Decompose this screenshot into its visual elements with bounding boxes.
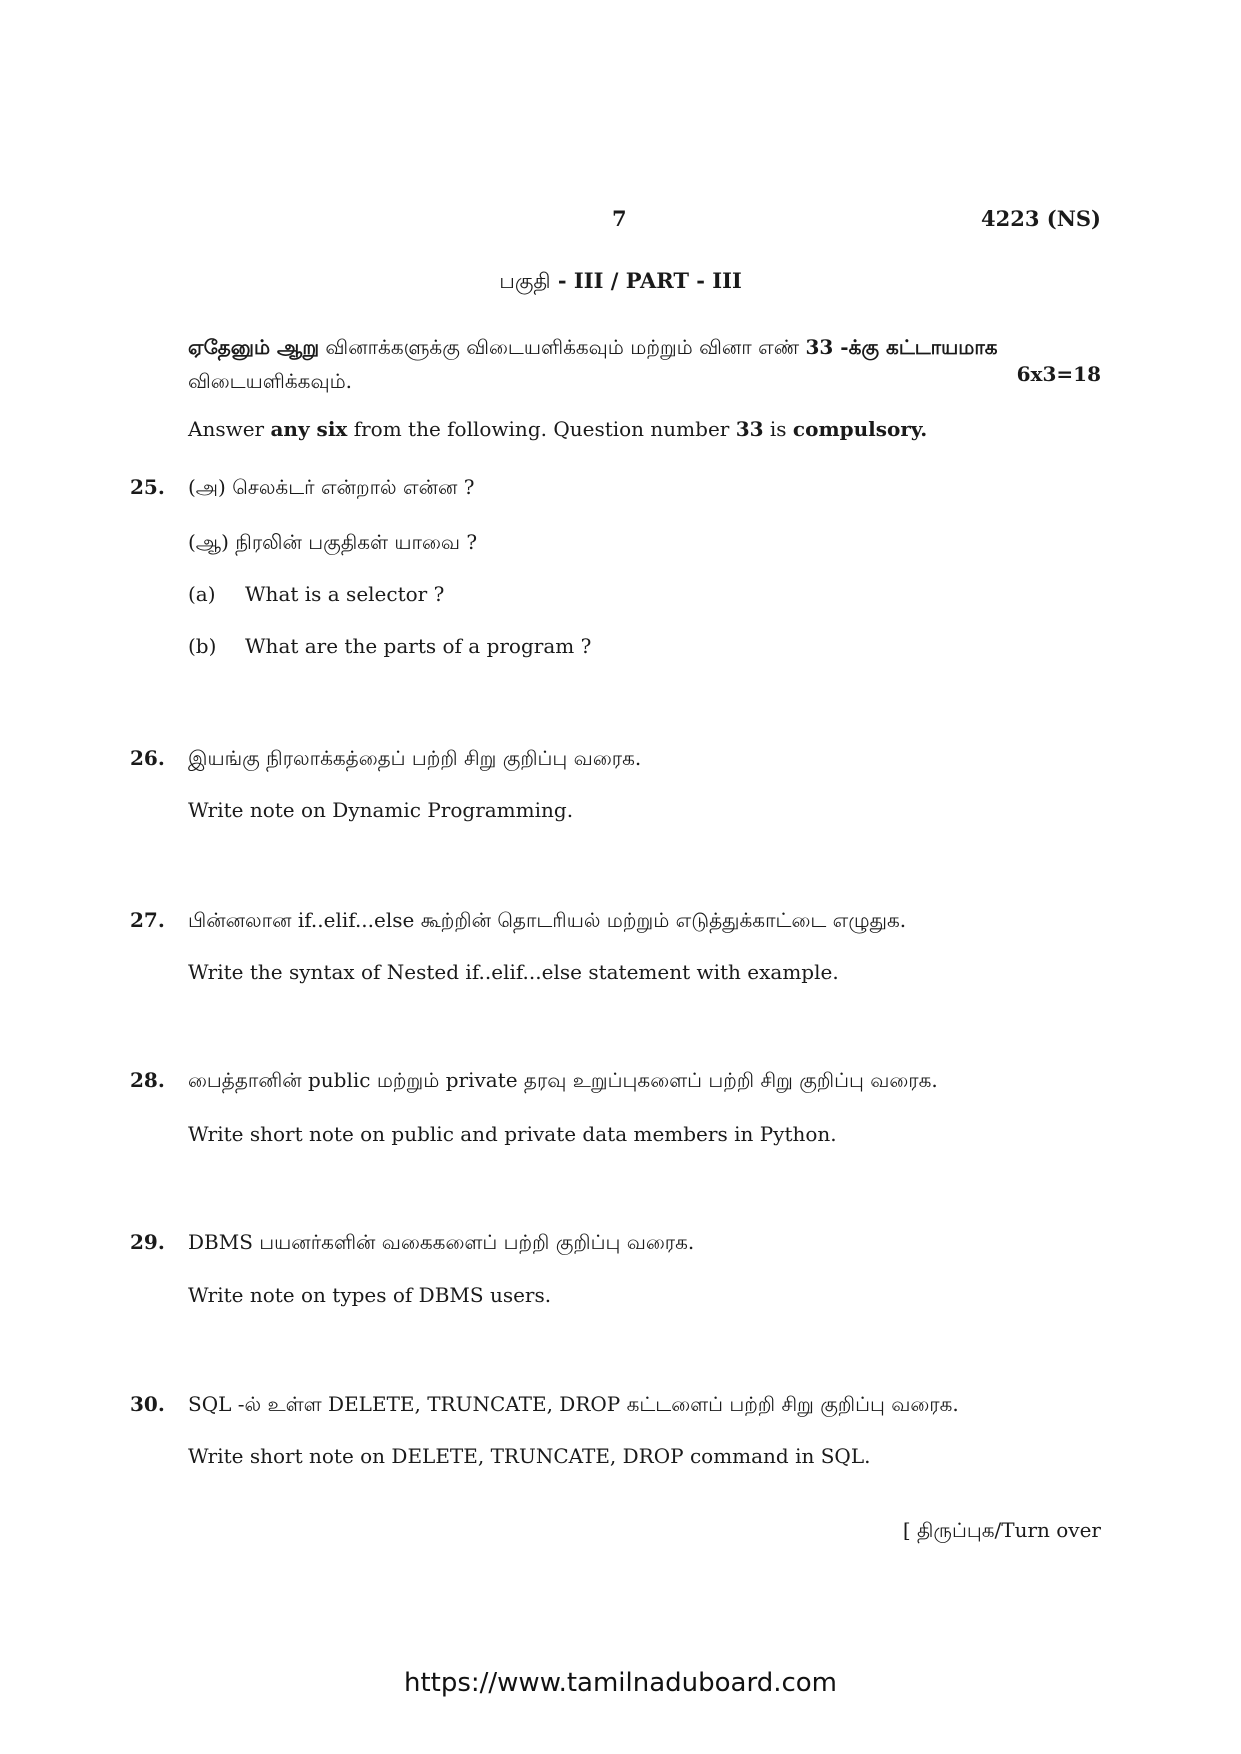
question-25-tamil-b: (ஆ) நிரலின் பகுதிகள் யாவை ? bbox=[188, 530, 478, 554]
instr-ta-text-1: வினாக்களுக்கு விடையளிக்கவும் மற்றும் வினா எண் bbox=[319, 335, 806, 359]
paper-code: 4223 (NS) bbox=[981, 206, 1101, 231]
question-30-english: Write short note on DELETE, TRUNCATE, DROP command in SQL. bbox=[188, 1444, 871, 1468]
instr-ta-bold-1: ஏதேனும் ஆறு bbox=[188, 335, 320, 359]
question-29-tamil: DBMS பயனர்களின் வகைகளைப் பற்றி குறிப்பு வரைக. bbox=[188, 1230, 695, 1254]
question-26-english: Write note on Dynamic Programming. bbox=[188, 798, 574, 822]
part-title bbox=[0, 268, 1241, 296]
instr-en-bold-1: any six bbox=[270, 417, 348, 441]
footer-url: https://www.tamilnaduboard.com bbox=[403, 1668, 838, 1698]
question-25-tamil-a: (அ) செலக்டர் என்றால் என்ன ? bbox=[188, 475, 475, 499]
instr-en-bold-3: compulsory. bbox=[792, 417, 928, 441]
question-number-28: 28. bbox=[130, 1068, 165, 1092]
question-29-english: Write note on types of DBMS users. bbox=[188, 1283, 552, 1307]
question-number-27: 27. bbox=[130, 908, 165, 932]
question-28-tamil: பைத்தானின் public மற்றும் private தரவு உறுப்புகளைப் பற்றி சிறு குறிப்பு வரைக. bbox=[188, 1068, 938, 1092]
question-25-label-b: (b) bbox=[188, 634, 217, 658]
question-28-english: Write short note on public and private data members in Python. bbox=[188, 1122, 837, 1146]
question-26-tamil: இயங்கு நிரலாக்கத்தைப் பற்றி சிறு குறிப்பு வரைக. bbox=[188, 746, 642, 770]
question-27-tamil: பின்னலான if..elif...else கூற்றின் தொடரியல் மற்றும் எடுத்துக்காட்டை எழுதுக. bbox=[188, 908, 907, 932]
turn-over-note: [ திருப்புக/Turn over bbox=[902, 1518, 1101, 1542]
part-title-tamil: பகுதி bbox=[499, 269, 551, 293]
instr-en-bold-2: 33 bbox=[735, 417, 764, 441]
question-25-label-a: (a) bbox=[188, 582, 216, 606]
question-27-english: Write the syntax of Nested if..elif...else statement with example. bbox=[188, 960, 839, 984]
instr-en-text-2: from the following. Question number bbox=[347, 417, 736, 441]
question-25-english-a: What is a selector ? bbox=[245, 582, 445, 606]
instructions-tamil bbox=[188, 330, 1098, 398]
instr-ta-text-2: விடையளிக்கவும். bbox=[188, 369, 353, 393]
question-number-26: 26. bbox=[130, 746, 165, 770]
question-number-29: 29. bbox=[130, 1230, 165, 1254]
question-number-30: 30. bbox=[130, 1392, 165, 1416]
question-30-tamil: SQL -ல் உள்ள DELETE, TRUNCATE, DROP கட்டளைப் பற்றி சிறு குறிப்பு வரைக. bbox=[188, 1392, 959, 1416]
part-title-english: - III / PART - III bbox=[550, 268, 742, 293]
instr-en-text-1: Answer bbox=[188, 417, 271, 441]
instructions-english bbox=[188, 417, 927, 441]
instr-en-text-3: is bbox=[763, 417, 793, 441]
marks-allocation: 6x3=18 bbox=[1016, 362, 1101, 386]
question-number-25: 25. bbox=[130, 475, 165, 499]
question-25-english-b: What are the parts of a program ? bbox=[245, 634, 592, 658]
instr-ta-bold-2: 33 -க்கு கட்டாயமாக bbox=[805, 335, 998, 359]
page-number: 7 bbox=[612, 206, 627, 231]
